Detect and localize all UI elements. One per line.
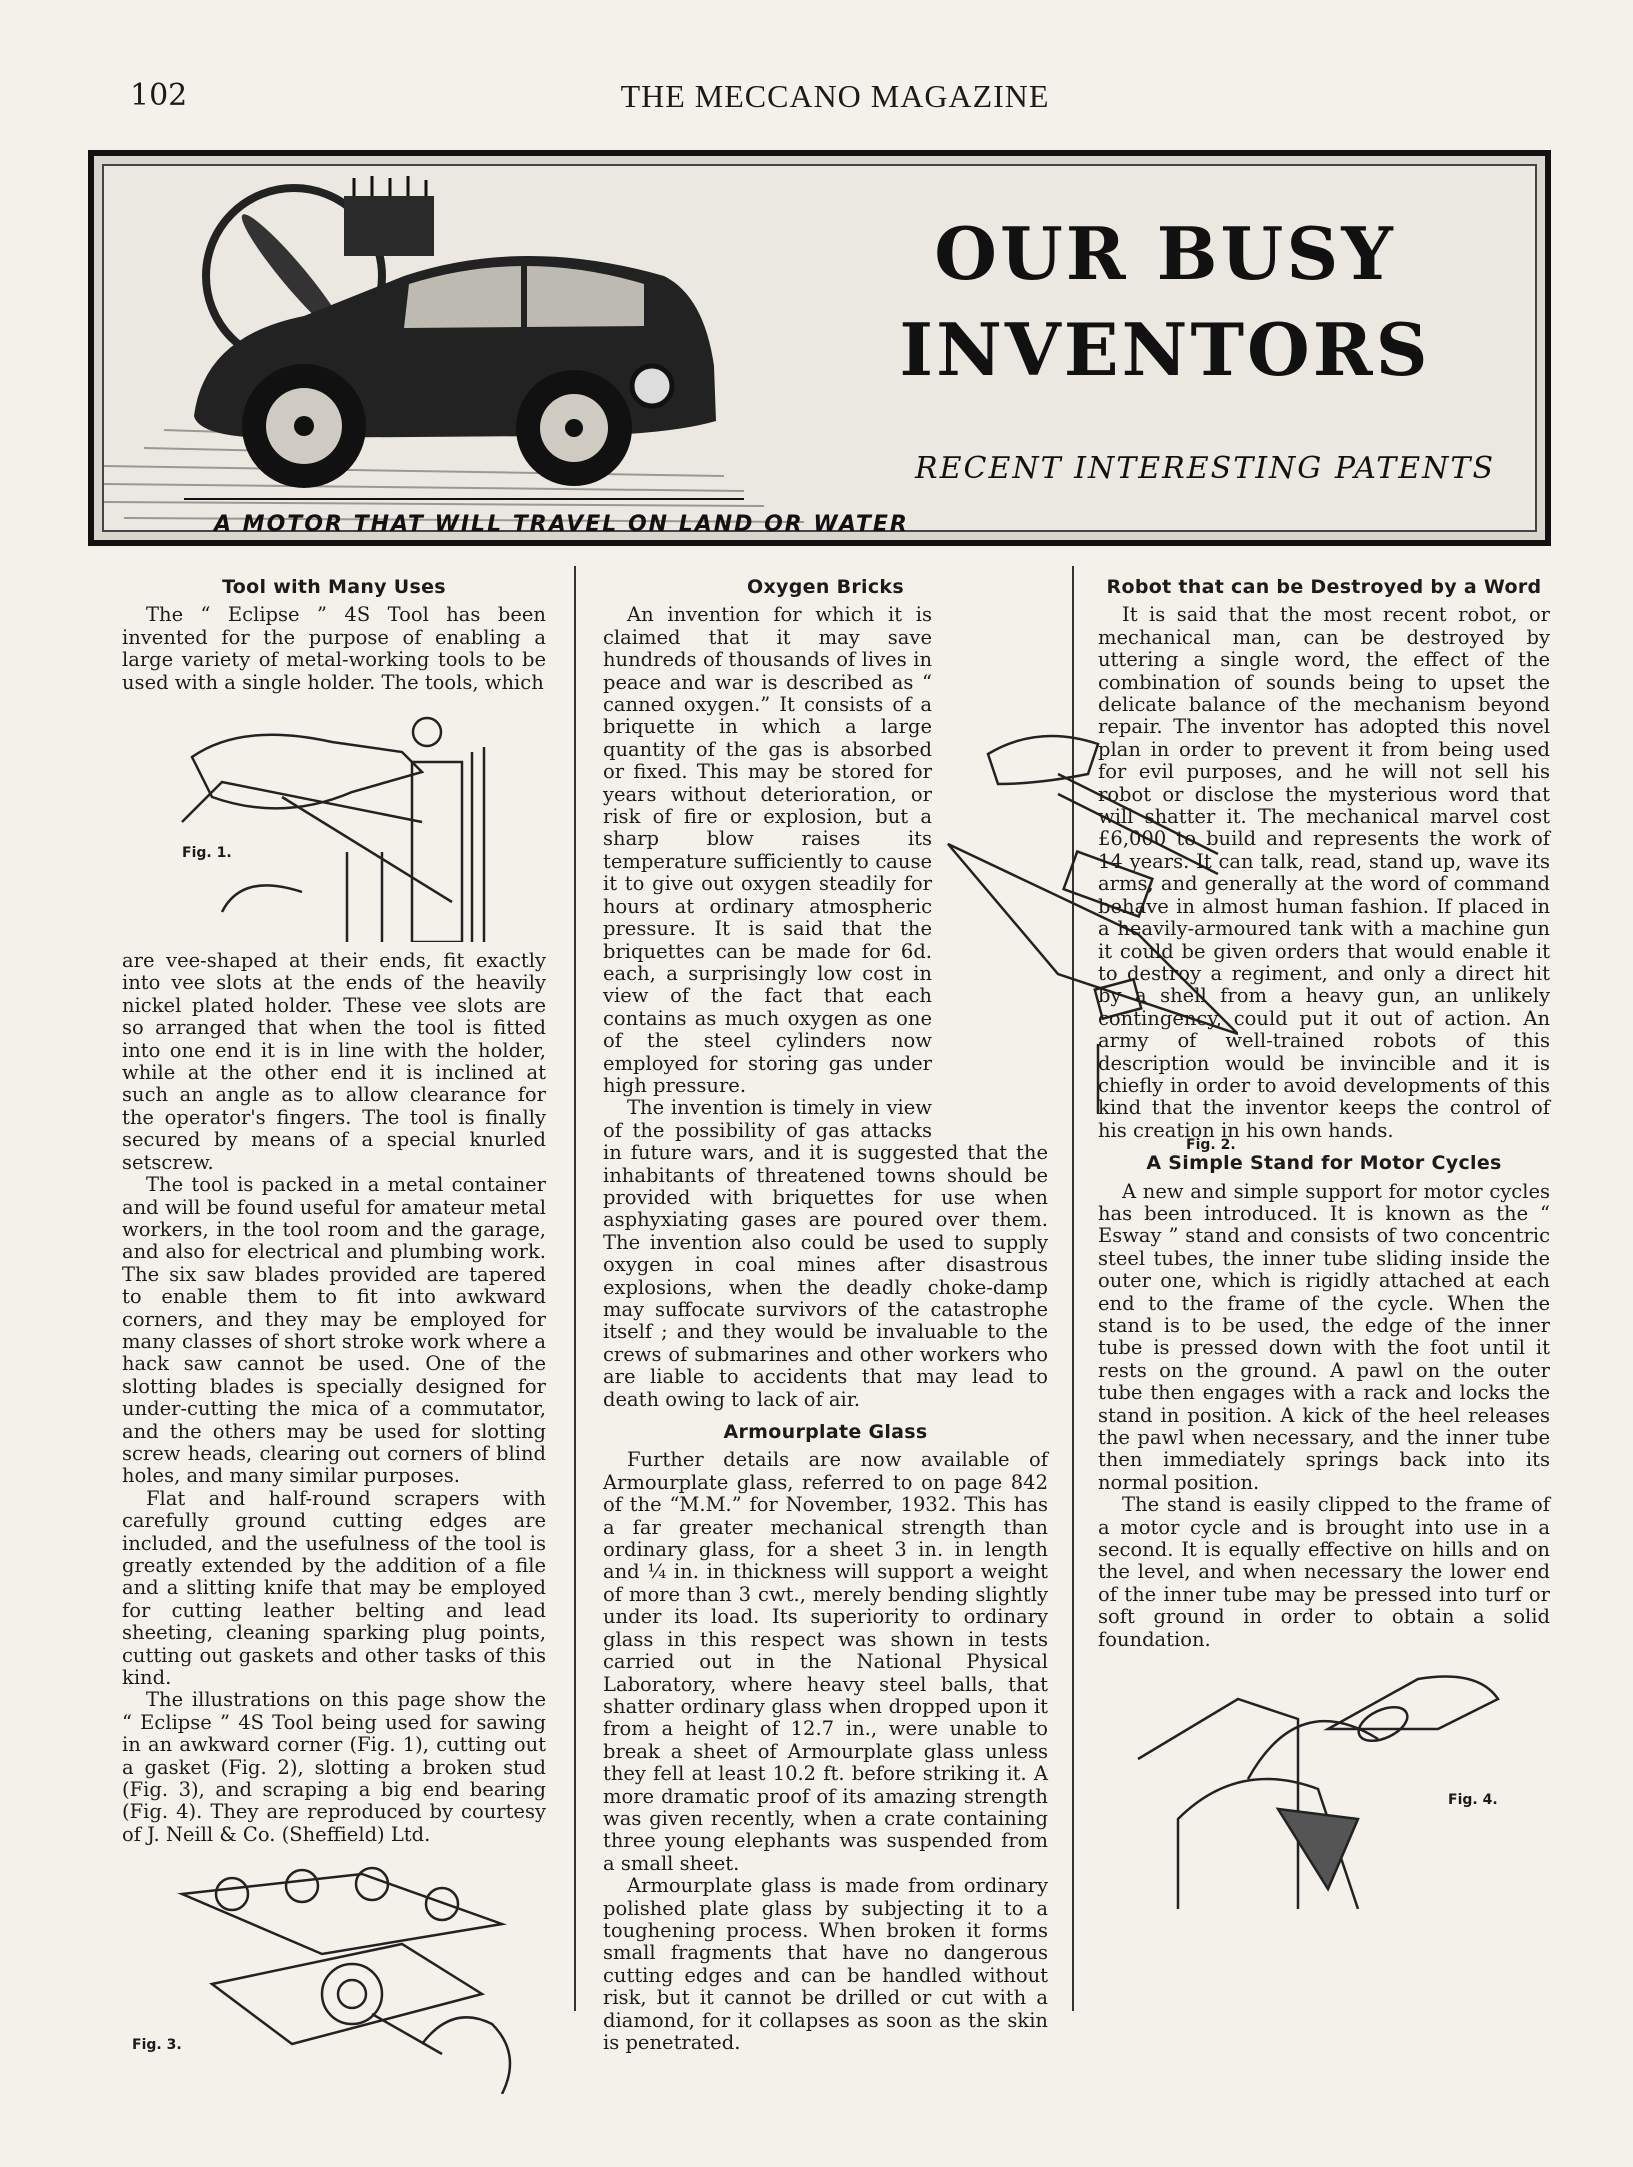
tool-paragraph-4: The illustrations on this page show the “ Eclipse ” 4S Tool being used for sawing in an awkward corner (Fig. 1), cutting out a gasket (Fig. 2), slotting a broken stud (Fig. 3), and scraping a big end bearing (Fig. 4). They are reproduced by courtesy of J. Neill & Co. (Sheffield) Ltd. [122,1688,546,1846]
tool-paragraph-2: The tool is packed in a metal container and will be found useful for amateur metal workers, in the tool room and the garage, and also for electrical and plumbing work. The six saw blades provided are tapered to enable them to fit into awkward corners, and they may be employed for many classes of short stroke work where a hack saw cannot be used. One of the slotting blades is specially designed for under-cutting the mica of a commutator, and the others may be used for slotting screw heads, clearing out corners of blind holes, and many similar purposes. [122,1173,546,1488]
tool-paragraph-1a: The “ Eclipse ” 4S Tool has been invented for the purpose of enabling a large variety of metal-working tools to be used with a single holder. The tools, which [122,603,546,694]
column-3 [1098,566,1550,1917]
figure-4 [1098,1659,1550,1909]
title-banner [88,150,1551,546]
page-number: 102 [130,78,188,113]
figure-label: Fig. 4. [1448,1792,1498,1809]
banner-title [855,206,1475,398]
tool-paragraph-1b: are vee-shaped at their ends, fit exactly into vee slots at the ends of the heavily nickel plated holder. These vee slots are so arranged that when the tool is fitted into one end it is in line with the holder, while at the other end it is inclined at such an angle as to allow clearance for the operator's fingers. The tool is finally secured by means of a special knurled setscrew. [122,949,546,1174]
figure-label: Fig. 2. [1186,1137,1236,1154]
saw-corner-drawing [122,702,546,942]
glass-paragraph-2: Armourplate glass is made from ordinary polished plate glass by subjecting it to a toughening process. When broken it forms small fragments that have no dangerous cutting edges and can be handled without risk, but it cannot be drilled or cut with a diamond, for it collapses as soon as the skin is penetrated. [603,1874,1048,2054]
banner-title-line2: INVENTORS [899,307,1431,392]
page-header [130,78,1540,118]
banner-subtitle: RECENT INTERESTING PATENTS [915,451,1495,486]
figure-1 [122,702,546,942]
oxygen-paragraph-2: The invention is timely in view of the possibility of gas attacks in future wars, and it is suggested that the inhabitants of threatened towns should be provided with briquettes for use when asphyxiating gases are poured over them. The invention also could be used to supply oxygen in coal mines after disastrous explosions, when the deadly choke-damp may suffocate survivors of the catastrophe itself ; and they would be invaluable to the crews of submarines and other workers who are liable to accidents that may lead to death owing to lack of air. [603,1096,1048,1411]
tool-paragraph-3: Flat and half-round scrapers with carefully ground cutting edges are included, and the usefulness of the tool is greatly extended by the addition of a file and a slitting knife that may be employed for cutting leather belting and lead sheeting, cleaning sparking plug points, cutting out gaskets and other tasks of this kind. [122,1486,546,1690]
article-heading-glass: Armourplate Glass [723,1421,928,1444]
article-heading-tool: Tool with Many Uses [222,576,446,598]
robot-paragraph-1: It is said that the most recent robot, or mechanical man, can be destroyed by uttering a single word, the effect of the combination of sounds being to upset the delicate balance of the mechanism beyond repair. The inventor has adopted this novel plan in order to prevent it from being used for evil purposes, and he will not sell his robot or disclose the mysterious word that will shatter it. The mechanical marvel cost £6,000 to build and represents the work of 14 years. It can talk, read, stand up, wave its arms, and generally at the word of command behave in almost human fashion. If placed in a heavily-armoured tank with a machine gun it could be given orders that would enable it to destroy a regiment, and only a direct hit by a shell from a heavy gun, an unlikely contingency, could put it out of action. An army of well-trained robots of this description would be invincible and it is chiefly in order to avoid developments of this kind that the inventor keeps the control of his creation in his own hands. [1098,603,1550,1142]
article-heading-oxygen: Oxygen Bricks [747,576,904,598]
bearing-scraping-drawing [1098,1659,1550,1909]
glass-paragraph-1: Further details are now available of Armourplate glass, referred to on page 842 of the “M.M.” for November, 1932. This has a far greater mechanical strength than ordinary glass, for a sheet 3 in. in length and ¼ in. in thickness will support a weight of more than 3 cwt., merely bending slightly under its load. Its superiority to ordinary glass in this respect was shown in tests carried out in the National Physical Laboratory, where heavy steel balls, that shatter ordinary glass when dropped upon it from a height of 12.7 in., were unable to break a sheet of Armourplate glass unless they fell at least 10.2 ft. before striking it. A more dramatic proof of its amazing strength was given recently, when a crate containing three young elephants was suspended from a small sheet. [603,1448,1048,1875]
stand-paragraph-2: The stand is easily clipped to the frame of a motor cycle and is brought into use in a second. It is equally effective on hills and on the level, and when necessary the lower end of the inner tube may be pressed into turf or soft ground in order to obtain a solid foundation. [1098,1493,1550,1651]
article-heading-robot: Robot that can be Destroyed by a Word [1106,576,1542,598]
stud-slotting-drawing [122,1854,546,2094]
column-2 [603,566,1236,2054]
figure-3 [122,1854,546,2094]
column-1 [122,566,546,2102]
article-heading-stand: A Simple Stand for Motor Cycles [1146,1152,1502,1175]
figure-label: Fig. 3. [132,2037,182,2054]
stand-paragraph-1: A new and simple support for motor cycles has been introduced. It is known as the “ Esway ” stand and consists of two concentric steel tubes, the inner tube sliding inside the outer one, which is rigidly attached at each end to the frame of the cycle. When the stand is to be used, the edge of the inner tube is pressed down with the foot until it rests on the ground. A pawl on the outer tube then engages with a rack and locks the stand in position. A kick of the heel releases the pawl when necessary, and the inner tube then immediately springs back into its normal position. [1098,1179,1550,1494]
column-rule [574,566,576,2011]
banner-caption: A MOTOR THAT WILL TRAVEL ON LAND OR WATER [214,512,909,537]
banner-title-line1: OUR BUSY [934,211,1396,296]
oxygen-paragraph-1: An invention for which it is claimed that it may save hundreds of thousands of lives in peace and war is described as “ canned oxygen.” It consists of a briquette in which a large quantity of the gas is absorbed or fixed. This may be stored for years without deterioration, or risk of fire or explosion, but a sharp blow raises its temperature sufficiently to cause it to give out oxygen steadily for hours at ordinary atmospheric pressure. It is said that the briquettes can be made for 6d. each, a surprisingly low cost in view of the fact that each contains as much oxygen as one of the steel cylinders now employed for storing gas under high pressure. [603,603,932,1097]
figure-label: Fig. 1. [182,845,232,862]
magazine-title: THE MECCANO MAGAZINE [620,78,1050,114]
banner-frame [102,164,1537,537]
